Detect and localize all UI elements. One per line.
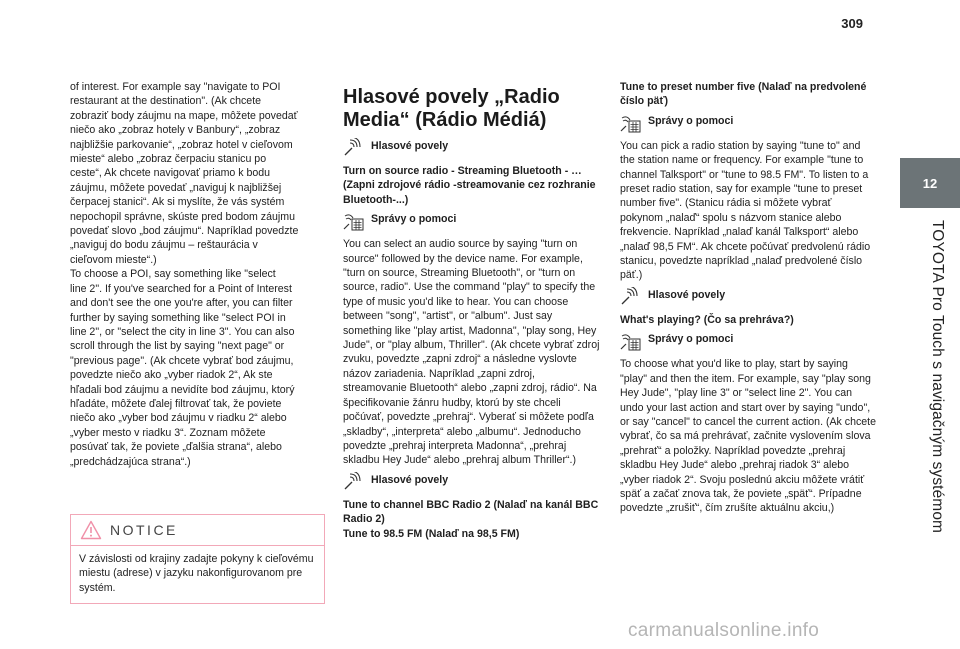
command-whats-playing: What's playing? (Čo sa prehráva?) — [620, 313, 794, 326]
notice-body: V závislosti od krajiny zadajte pokyny k cieľovému miestu (adrese) v jazyku nakonfigurovanom pre systém. — [79, 553, 314, 594]
voice-command-icon — [343, 138, 365, 158]
watermark: carmanualsonline.info — [628, 620, 820, 641]
page-number: 309 — [841, 16, 863, 31]
notice-header — [71, 515, 324, 546]
column-3 — [620, 80, 876, 516]
voice-commands-label-row — [343, 138, 600, 158]
help-text-play: To choose what you'd like to play, start by saying "play" and then the item. For example, say "play song Hey Jude", "play line 3" or "select line 2". You can undo your last action and start over by saying "undo", or say "cancel" to cancel the current action. (Ak chcete vybrať, čo sa má prehrávať, začnite vyslovením slova „prehrať“ a položky. Napríklad povedzte „prehraj skladbu Hey Jude“ alebo „prehraj riadok 3“ alebo „vyber riadok 2“. Svoju poslednú akciu môžete vrátiť späť a začať znova tak, že poviete „späť“. Prípadne povedzte „zrušiť“, čím zrušíte aktuálnu akciu,) — [620, 358, 877, 515]
section-title: Hlasové povely „Radio Media“ (Rádio Médiá) — [343, 86, 560, 131]
notice-box — [70, 514, 325, 604]
voice-commands-label-row — [620, 287, 876, 307]
command-tune-frequency: Tune to 98.5 FM (Nalaď na 98,5 FM) — [343, 527, 520, 540]
voice-commands-label: Hlasové povely — [371, 140, 449, 152]
help-messages-label-row — [620, 113, 876, 133]
help-messages-label-row — [343, 211, 600, 231]
help-messages-label: Správy o pomoci — [648, 333, 734, 346]
voice-commands-label: Hlasové povely — [371, 473, 449, 486]
help-messages-icon — [620, 113, 642, 133]
chapter-title: TOYOTA Pro Touch s navigačným systémom — [929, 220, 946, 534]
help-text-radio: You can pick a radio station by saying "tune to" and the station name or frequency. For example "tune to channel Talksport" or "tune to 98.5 FM". To listen to a preset radio station, say for example "tune to preset number five". (Stanicu rádia si môžete vybrať pokynom „nalaď“ spolu s názvom stanice alebo frekvencie. Napríklad „nalaď kanál Talksport“ alebo „nalaď 98,5 FM“. Ak chcete počúvať predvolenú rádio stanicu, povedzte napríklad „nalaď predvolené číslo päť.) — [620, 139, 871, 282]
poi-instructions: of interest. For example say "navigate to POI restaurant at the destination". (Ak chcete zobraziť body záujmu na mape, môžete povedať niečo ako „zobraz hotely v Banbury“, „zobraz najbližšie parkovanie“, „zobraz hotel v cieľovom mieste“ alebo „zobraz čerpaciu stanicu po ceste“, Ak chcete navigovať priamo k bodu záujmu, môžete povedať „naviguj k najbližšej čerpacej stanici“. Ak si myslíte, že vás systém nepochopil správne, skúste pred bodom záujmu povedať slovo „bod záujmu“. Napríklad povedzte „naviguj do bodu záujmu – reštaurácia v cieľovom mieste“.) To choose a POI, say something like "select line 2". If you've searched for a Point of Interest and don't see the one you're after, you can filter further by saying something like "select POI in line 2", or "select the city in line 3". You can also scroll through the list by saying "next page" or "previous page". (Ak chcete vybrať bod záujmu, povedzte niečo ako „vyber riadok 2“, Ak ste hľadali bod záujmu a nevidíte bod záujmu, ktorý hľadáte, môžete ďalej filtrovať tak, že poviete niečo ako „vyber bod záujmu v riadku 2“ alebo „vyber mesto v riadku 3“. Zoznam môžete posúvať tak, že poviete „ďalšia strana“, alebo „predchádzajúca strana“.) — [70, 81, 299, 468]
warning-icon — [80, 520, 102, 540]
voice-command-icon — [343, 472, 365, 492]
help-text-source: You can select an audio source by saying "turn on source" followed by the device name. For example, "turn on source, Streaming Bluetooth", or "turn on source, radio". Use the command "play" to specify the type of music you'd like to hear. You can choose between "song", "artist", or "album". Just say something like "play artist, Madonna", "play song, Hey Jude", or "play album, Thriller". (Ak chcete vybrať zdroj zvuku, povedzte „zapni zdroj“ a následne vyslovte názov zariadenia. Napríklad „zapni zdroj, streamovanie Bluetooth“ alebo „zapni zdroj, rádio“. Na špecifikovanie žánru hudby, ktorú by ste chceli počúvať, povedzte „prehraj“. Vyberať si môžete podľa „skladby“, „interpreta“ alebo „albumu“. Jednoducho povedzte „prehraj interpreta Madonna“, „prehraj skladbu Hey Jude“ alebo „prehraj album Thriller“.) — [343, 238, 600, 467]
command-source-radio: Turn on source radio - Streaming Bluetooth - … (Zapni zdrojové rádio -streamovanie cez rozhranie Bluetooth-...) — [343, 165, 596, 206]
command-tune-channel: Tune to channel BBC Radio 2 (Nalaď na kanál BBC Radio 2) — [343, 498, 599, 526]
column-1 — [70, 80, 325, 469]
chapter-tab[interactable]: 12 — [900, 158, 960, 208]
command-tune-preset: Tune to preset number five (Nalaď na predvolené číslo päť) — [620, 81, 867, 108]
help-messages-icon — [620, 331, 642, 351]
notice-title: NOTICE — [110, 522, 178, 538]
help-messages-icon — [343, 211, 365, 231]
help-messages-label: Správy o pomoci — [648, 114, 734, 127]
voice-command-icon — [620, 287, 642, 307]
chapter-sidebar — [900, 0, 960, 649]
column-2 — [343, 80, 600, 541]
help-messages-label-row — [620, 331, 876, 351]
voice-commands-label: Hlasové povely — [648, 288, 726, 301]
voice-commands-label-row — [343, 472, 600, 492]
help-messages-label: Správy o pomoci — [371, 213, 457, 226]
